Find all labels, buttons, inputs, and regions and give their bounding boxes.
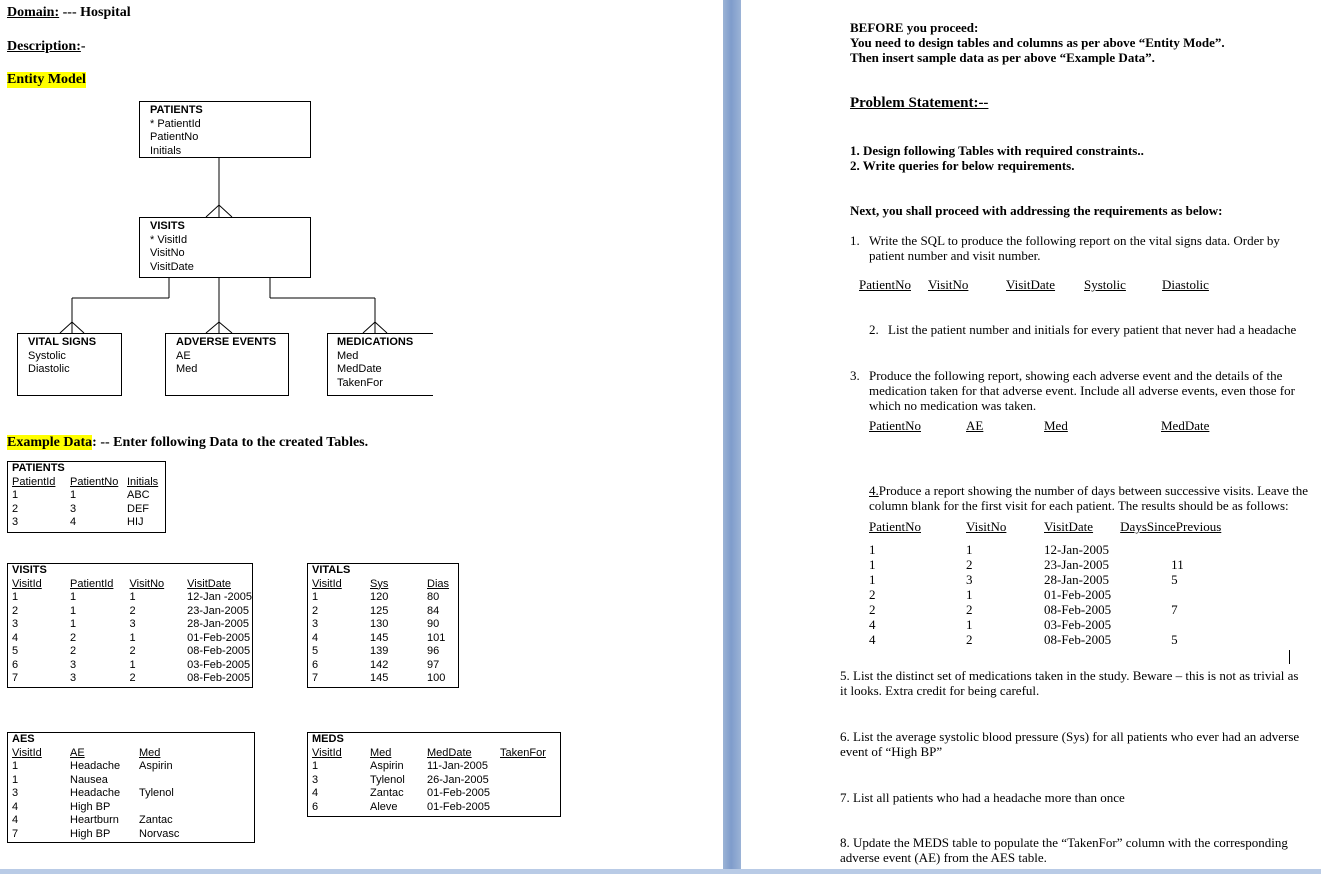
table-cell: 4 <box>70 516 77 528</box>
table-row <box>8 591 252 605</box>
table-cell: Nausea <box>70 773 108 786</box>
table-cell: DEF <box>127 502 149 515</box>
table-cell: Heartburn <box>70 814 119 826</box>
entity-field: VisitNo <box>150 247 185 259</box>
table-cell: 4 <box>312 631 319 644</box>
before-line: Then insert sample data as per above “Example Data”. <box>850 50 1155 65</box>
report-cell: 1 <box>869 542 876 557</box>
report-column-header: MedDate <box>1161 418 1210 433</box>
table-cell: 1 <box>12 760 19 772</box>
report-cell: 1 <box>966 587 973 602</box>
q1-text <box>869 233 1280 263</box>
table-cell: Norvasc <box>139 827 180 840</box>
task-item: 2. Write queries for below requirements. <box>850 158 1075 173</box>
table-cell: 96 <box>427 645 440 657</box>
report-row <box>869 602 1221 617</box>
report-column-header: PatientNo <box>859 277 911 292</box>
report-cell: 08-Feb-2005 <box>1044 602 1112 617</box>
q2-number: 2. <box>869 322 879 337</box>
patients-table <box>7 461 166 533</box>
table-cell: 1 <box>70 604 77 617</box>
table-header-row <box>308 578 449 592</box>
domain-label: Domain: <box>7 5 60 20</box>
aes-table <box>7 732 255 843</box>
table-cell: 6 <box>312 658 319 671</box>
q1-number: 1. <box>850 233 860 248</box>
table-title: AES <box>12 733 35 745</box>
task-list <box>850 143 1144 173</box>
table-cell: HIJ <box>127 516 144 528</box>
table-row <box>308 672 449 686</box>
entity-adverse-events-title: ADVERSE EVENTS <box>176 336 277 348</box>
table-row <box>308 801 546 815</box>
report-cell: 7 <box>1171 602 1178 617</box>
entity-patients-title: PATIENTS <box>150 104 203 116</box>
q5-text <box>840 668 1298 698</box>
table-cell: 1 <box>129 658 136 671</box>
column-header: Med <box>370 746 392 759</box>
report-cell: 1 <box>869 557 876 572</box>
report-cell <box>1111 617 1221 632</box>
problem-statement-heading: Problem Statement:-- <box>850 95 989 111</box>
report-cell <box>1111 587 1221 602</box>
report-cell: 03-Feb-2005 <box>1044 617 1112 632</box>
q5-line: it looks. Extra credit for being careful. <box>840 683 1040 698</box>
table-row <box>8 503 158 517</box>
table-cell: 4 <box>12 800 19 813</box>
table-cell: 3 <box>12 516 19 528</box>
table-cell: 97 <box>427 658 440 671</box>
q6-line: event of “High BP” <box>840 744 943 759</box>
table-cell <box>496 774 546 788</box>
table-cell: 3 <box>129 618 136 630</box>
table-cell: 2 <box>312 604 319 617</box>
table-cell: 01-Feb-2005 <box>187 631 251 644</box>
table-cell: 139 <box>370 645 389 657</box>
report-row <box>869 632 1221 647</box>
q8-text <box>840 835 1288 865</box>
table-cell: 08-Feb-2005 <box>187 645 251 657</box>
report-column-header: VisitNo <box>928 277 969 292</box>
table-cell: 2 <box>129 604 136 617</box>
entity-field: AE <box>176 349 191 362</box>
visits-table <box>7 563 253 688</box>
report-cell: 2 <box>966 632 973 647</box>
description-label: Description: <box>7 39 81 54</box>
column-header: VisitId <box>12 746 42 759</box>
column-header: PatientId <box>12 475 56 488</box>
table-cell: Aspirin <box>139 760 173 772</box>
table-cell: 3 <box>70 502 77 515</box>
column-header: Dias <box>427 577 450 590</box>
report-cell: 2 <box>869 587 876 602</box>
meds-table <box>307 732 561 817</box>
table-cell: 125 <box>370 604 389 617</box>
column-header: MedDate <box>427 746 472 759</box>
q3-line: Produce the following report, showing each adverse event and the details of the <box>869 368 1283 383</box>
table-cell: 1 <box>70 489 77 501</box>
report-cell: 01-Feb-2005 <box>1044 587 1112 602</box>
text-cursor <box>1289 650 1290 664</box>
table-cell: 4 <box>12 631 19 644</box>
table-cell <box>496 760 546 774</box>
report-cell: 5 <box>1171 632 1178 647</box>
column-header: VisitDate <box>187 577 231 590</box>
q3-number: 3. <box>850 368 860 383</box>
table-cell: 142 <box>370 658 389 671</box>
vitals-table <box>307 563 459 688</box>
table-row <box>308 605 449 619</box>
entity-field: Med <box>337 349 359 362</box>
report-column-header: DaysSincePrevious <box>1120 519 1222 534</box>
table-title: VISITS <box>12 564 47 576</box>
table-cell: 4 <box>12 814 19 826</box>
report-cell: 1 <box>869 572 876 587</box>
table-row <box>8 760 179 774</box>
report-cell <box>1111 542 1221 557</box>
table-cell: 12-Jan -2005 <box>187 591 252 603</box>
report-cell: 5 <box>1171 572 1178 587</box>
report-header-row <box>859 277 1209 292</box>
q8-line: adverse event (AE) from the AES table. <box>840 850 1047 865</box>
report-column-header: AE <box>966 418 984 433</box>
bottom-scroll-bar[interactable] <box>0 869 1321 874</box>
before-line: BEFORE you proceed: <box>850 20 979 35</box>
table-cell: Tylenol <box>139 787 174 799</box>
report-header-row <box>869 418 1209 433</box>
table-row <box>308 591 449 605</box>
report-cell: 08-Feb-2005 <box>1044 632 1112 647</box>
table-cell: 7 <box>12 827 19 840</box>
table-row <box>8 672 252 686</box>
column-header: PatientNo <box>70 475 119 488</box>
report-column-header: Systolic <box>1084 277 1126 292</box>
table-cell: 145 <box>370 672 389 684</box>
table-row <box>8 787 179 801</box>
report-row <box>869 557 1221 572</box>
q4-first-line: Produce a report showing the number of days between successive visits. Leave the <box>878 483 1308 498</box>
entity-model-heading: Entity Model <box>7 72 86 87</box>
table-cell: 2 <box>12 604 19 617</box>
q4-line: column blank for the first visit for each patient. The results should be as follows: <box>869 498 1289 513</box>
q8-line: 8. Update the MEDS table to populate the “TakenFor” column with the corresponding <box>840 835 1288 850</box>
before-line: You need to design tables and columns as per above “Entity Mode”. <box>850 35 1225 50</box>
table-row <box>8 774 179 788</box>
table-row <box>8 814 179 828</box>
before-block <box>850 20 1225 65</box>
column-header: AE <box>70 746 85 759</box>
table-cell: 11-Jan-2005 <box>427 760 488 772</box>
q4-text <box>869 483 1308 513</box>
table-cell: 145 <box>370 631 389 644</box>
table-row <box>8 489 158 503</box>
column-header: VisitId <box>312 746 342 759</box>
table-cell: Headache <box>70 760 121 772</box>
table-cell: 2 <box>12 502 19 515</box>
column-header: PatientId <box>70 577 114 590</box>
table-cell: 90 <box>427 618 440 630</box>
table-title: MEDS <box>312 733 344 745</box>
example-data-line <box>7 435 368 451</box>
q1-report-header <box>859 277 1209 292</box>
table-cell: 3 <box>12 618 19 630</box>
table-cell: 7 <box>12 672 19 684</box>
report-column-header: VisitDate <box>1044 519 1094 534</box>
table-cell: 1 <box>70 618 77 630</box>
report-cell: 4 <box>869 617 876 632</box>
table-cell: Zantac <box>370 787 404 799</box>
entity-field: * VisitId <box>150 233 188 246</box>
table-header-row <box>308 747 546 761</box>
column-header: Med <box>139 746 161 759</box>
table-cell: Headache <box>70 787 121 799</box>
table-cell: High BP <box>70 800 111 813</box>
table-row <box>8 828 179 842</box>
report-header-row <box>869 519 1221 534</box>
table-title: PATIENTS <box>12 462 65 474</box>
entity-field: Systolic <box>28 349 66 362</box>
page-gutter <box>723 0 741 874</box>
table-cell: 5 <box>12 645 19 657</box>
column-header: Initials <box>127 475 159 488</box>
table-cell <box>135 774 179 788</box>
report-column-header: Diastolic <box>1162 277 1209 292</box>
table-cell: 01-Feb-2005 <box>427 787 490 799</box>
table-cell <box>135 801 179 815</box>
table-title: VITALS <box>312 564 351 576</box>
domain-value: --- Hospital <box>59 5 131 20</box>
column-header: VisitId <box>312 577 342 590</box>
table-cell <box>496 801 546 815</box>
table-cell: Tylenol <box>370 773 405 786</box>
table-row <box>308 618 449 632</box>
task-item: 1. Design following Tables with required constraints.. <box>850 143 1144 158</box>
entity-visits-title: VISITS <box>150 220 185 232</box>
example-data-text: : -- Enter following Data to the created Tables. <box>92 435 369 450</box>
table-cell <box>496 787 546 801</box>
table-cell: 1 <box>12 773 19 786</box>
report-cell: 12-Jan-2005 <box>1044 542 1109 557</box>
table-cell: ABC <box>127 489 150 501</box>
table-cell: 01-Feb-2005 <box>427 800 490 813</box>
report-cell: 2 <box>869 602 876 617</box>
report-cell: 1 <box>966 542 973 557</box>
table-cell: 26-Jan-2005 <box>427 773 489 786</box>
report-cell: 23-Jan-2005 <box>1044 557 1109 572</box>
table-row <box>308 632 449 646</box>
entity-field: VisitDate <box>150 260 194 273</box>
table-cell: 5 <box>312 645 319 657</box>
table-cell: 130 <box>370 618 389 630</box>
report-cell: 1 <box>966 617 973 632</box>
table-cell: 2 <box>70 631 77 644</box>
table-cell: 3 <box>70 672 77 684</box>
table-row <box>8 659 252 673</box>
table-row <box>8 516 158 530</box>
q7-text: 7. List all patients who had a headache more than once <box>840 790 1125 805</box>
report-cell: 2 <box>966 557 973 572</box>
table-cell: 6 <box>312 800 319 813</box>
q5-line: 5. List the distinct set of medications taken in the study. Beware – this is not as trivial as <box>840 668 1299 683</box>
entity-field: Med <box>176 363 198 375</box>
table-header-row <box>8 578 252 592</box>
table-row <box>8 632 252 646</box>
table-cell: 4 <box>312 787 319 799</box>
entity-field: PatientNo <box>150 131 199 143</box>
table-cell: 1 <box>70 591 77 603</box>
example-data-label: Example Data <box>7 435 93 450</box>
table-cell: 120 <box>370 591 389 603</box>
table-cell: 7 <box>312 672 319 684</box>
right-document-page <box>741 0 1321 874</box>
report-cell: 4 <box>869 632 876 647</box>
table-cell: 2 <box>70 645 77 657</box>
entity-field: * PatientId <box>150 117 201 130</box>
table-row <box>8 801 179 815</box>
table-cell: Aspirin <box>370 760 404 772</box>
table-cell: Zantac <box>139 814 173 826</box>
q3-report-header <box>869 418 1209 433</box>
table-cell: 3 <box>312 773 319 786</box>
table-cell: 08-Feb-2005 <box>187 672 251 684</box>
report-cell: 3 <box>966 572 973 587</box>
table-cell: 6 <box>12 658 19 671</box>
q1-line: Write the SQL to produce the following report on the vital signs data. Order by <box>869 233 1280 248</box>
entity-field: Diastolic <box>28 363 70 375</box>
q4-report <box>869 519 1221 647</box>
q6-text <box>840 729 1299 759</box>
table-row <box>8 605 252 619</box>
table-header-row <box>8 476 158 490</box>
table-cell: 1 <box>12 489 19 501</box>
report-row <box>869 542 1221 557</box>
column-header: VisitId <box>12 577 42 590</box>
table-cell: 2 <box>129 645 136 657</box>
q1-line: patient number and visit number. <box>869 248 1041 263</box>
table-row <box>308 760 546 774</box>
table-cell: 100 <box>427 672 446 684</box>
table-cell: 3 <box>70 658 77 671</box>
entity-medications-title: MEDICATIONS <box>337 336 414 348</box>
table-row <box>308 774 546 788</box>
column-header: TakenFor <box>500 746 546 759</box>
entity-field: TakenFor <box>337 376 383 389</box>
entity-field: MedDate <box>337 363 382 375</box>
q3-text <box>869 368 1295 413</box>
report-row <box>869 587 1221 602</box>
q3-line: which no medication was taken. <box>869 398 1037 413</box>
table-cell: 2 <box>129 672 136 684</box>
report-cell: 11 <box>1171 557 1184 572</box>
report-column-header: PatientNo <box>869 418 921 433</box>
report-column-header: VisitDate <box>1006 277 1056 292</box>
report-column-header: VisitNo <box>966 519 1007 534</box>
description-suffix: - <box>80 39 86 54</box>
q6-line: 6. List the average systolic blood pressure (Sys) for all patients who ever had an adverse <box>840 729 1300 744</box>
table-cell: 3 <box>12 787 19 799</box>
report-row <box>869 617 1221 632</box>
column-header: Sys <box>370 577 389 590</box>
table-cell: 1 <box>312 760 319 772</box>
table-cell: 28-Jan-2005 <box>187 618 249 630</box>
report-cell: 28-Jan-2005 <box>1044 572 1109 587</box>
table-row <box>308 659 449 673</box>
table-row <box>8 618 252 632</box>
table-cell: Aleve <box>370 800 398 813</box>
table-row <box>308 787 546 801</box>
table-header-row <box>8 747 179 761</box>
table-cell: 23-Jan-2005 <box>187 604 249 617</box>
report-column-header: Med <box>1044 418 1068 433</box>
q3-line: medication taken for that adverse event. Include all adverse events, even those for <box>869 383 1295 398</box>
entity-field: Initials <box>150 144 182 157</box>
table-cell: 03-Feb-2005 <box>187 658 251 671</box>
q4-number: 4. <box>869 483 879 498</box>
column-header: VisitNo <box>129 577 165 590</box>
report-row <box>869 572 1221 587</box>
report-cell: 2 <box>966 602 973 617</box>
table-row <box>308 645 449 659</box>
table-cell: 84 <box>427 604 440 617</box>
table-cell: 3 <box>312 618 319 630</box>
table-row <box>8 645 252 659</box>
table-cell: 1 <box>312 591 319 603</box>
next-line: Next, you shall proceed with addressing the requirements as below: <box>850 203 1223 218</box>
table-cell: 1 <box>129 631 136 644</box>
q2-text: List the patient number and initials for every patient that never had a headache <box>888 322 1297 337</box>
table-cell: 1 <box>12 591 19 603</box>
table-cell: 101 <box>427 631 446 644</box>
table-cell: High BP <box>70 827 111 840</box>
q4-line <box>869 483 1308 498</box>
report-column-header: PatientNo <box>869 519 921 534</box>
table-cell: 1 <box>129 591 136 603</box>
entity-vital-signs-title: VITAL SIGNS <box>28 336 97 348</box>
table-cell: 80 <box>427 591 440 603</box>
